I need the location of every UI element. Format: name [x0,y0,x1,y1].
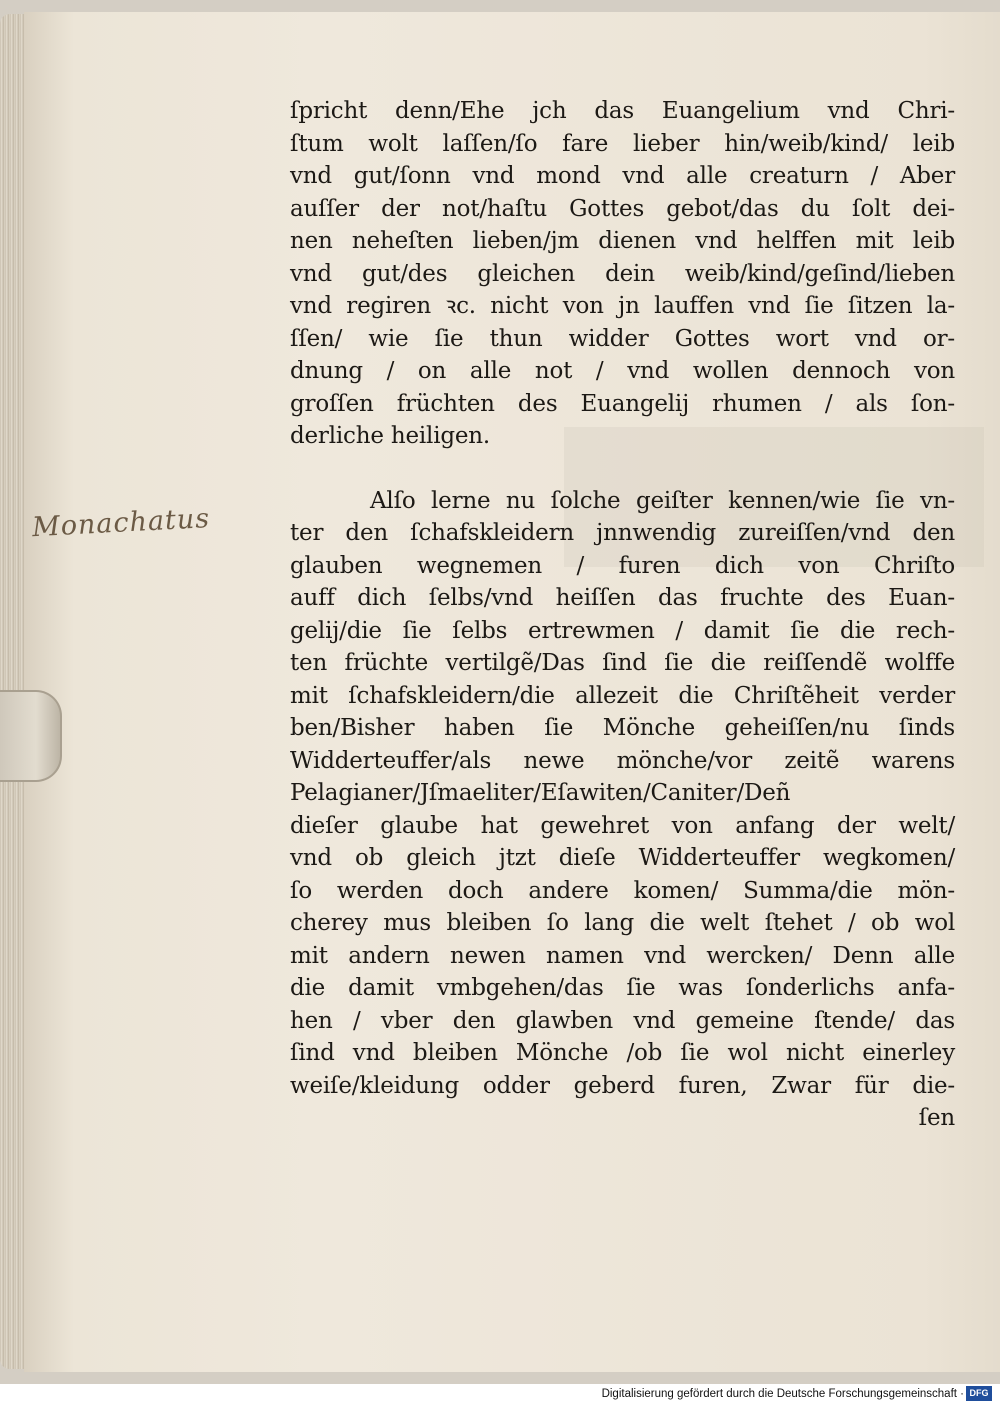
text-line: ſſen/ wie ſie thun widder Gottes wort vnd or- [290,325,955,352]
text-line: cherey mus bleiben ſo lang die welt ſtehet / ob wol [290,910,955,936]
text-line: vnd regiren ꝛc. nicht von jn lauffen vnd ſie ſitzen la- [290,293,955,319]
paragraph-1 [290,95,955,453]
text-line: hen / vber den glawben vnd gemeine ſtende/ das [290,1007,955,1034]
text-line: mit ſchafskleidern/die allezeit die Chriſtẽheit verder [290,682,955,709]
text-line: nen neheſten lieben/jm dienen vnd helffen mit leib [290,228,955,254]
text-line: vnd ob gleich jtzt dieſe Widderteuffer wegkomen/ [290,845,955,871]
text-line: dieſer glaube hat gewehret von anfang der welt/ [290,812,955,839]
dfg-logo: DFG [966,1386,992,1401]
text-line: ſo werden doch andere komen/ Summa/die mön- [290,877,955,904]
main-text-block [290,95,955,1135]
text-line: glauben wegnemen / furen dich von Chriſto [290,552,955,579]
text-line: derliche heiligen. [290,423,491,449]
text-line: weiſe/kleidung odder geberd furen, Zwar für die- [290,1072,955,1099]
text-line: ſtum wolt laſſen/ſo fare lieber hin/weib/kind/ leib [290,130,955,157]
text-line: ben/Bisher haben ſie Mönche geheiſſen/nu ſinds [290,715,955,741]
page-clip [0,690,62,782]
text-line: ten früchte vertilgẽ/Das ſind ſie die reiſſendẽ wolffe [290,650,955,676]
text-line: Alſo lerne nu ſolche geiſter kennen/wie ſie vn- [370,487,955,514]
paragraph-2 [290,485,955,1135]
text-line: ſind vnd bleiben Mönche /ob ſie wol nicht einerley [290,1040,955,1066]
text-line: mit andern newen namen vnd wercken/ Denn alle [290,942,955,969]
text-line: vnd gut/ſonn vnd mond vnd alle creaturn / Aber [290,163,955,189]
text-line: groſſen früchten des Euangelij rhumen / als ſon- [290,390,955,417]
text-line: auff dich ſelbs/vnd heiſſen das fruchte des Euan- [290,585,955,611]
text-line: Widderteuffer/als newe mönche/vor zeitẽ warens [290,747,955,774]
digitization-credit: Digitalisierung gefördert durch die Deutsche Forschungsgemeinschaft · [601,1388,964,1400]
text-line: auſſer der not/haſtu Gottes gebot/das du ſolt dei- [290,195,955,222]
text-line: Pelagianer/Jſmaeliter/Eſawiten/Caniter/Deñ [290,780,791,806]
text-line: vnd gut/des gleichen dein weib/kind/geſind/lieben [290,260,955,287]
text-line: die damit vmbgehen/das ſie was ſonderlichs anfa- [290,975,955,1001]
catchword: ſen [918,1105,955,1131]
text-line: ter den ſchafskleidern jnnwendig zureiſſen/vnd den [290,520,955,546]
text-line: dnung / on alle not / vnd wollen dennoch von [290,358,955,384]
marginal-note: Monachatus [31,502,211,544]
text-line: gelij/die ſie ſelbs ertrewmen / damit ſie die rech- [290,617,955,644]
text-line: ſpricht denn/Ehe jch das Euangelium vnd Chri- [290,98,955,124]
